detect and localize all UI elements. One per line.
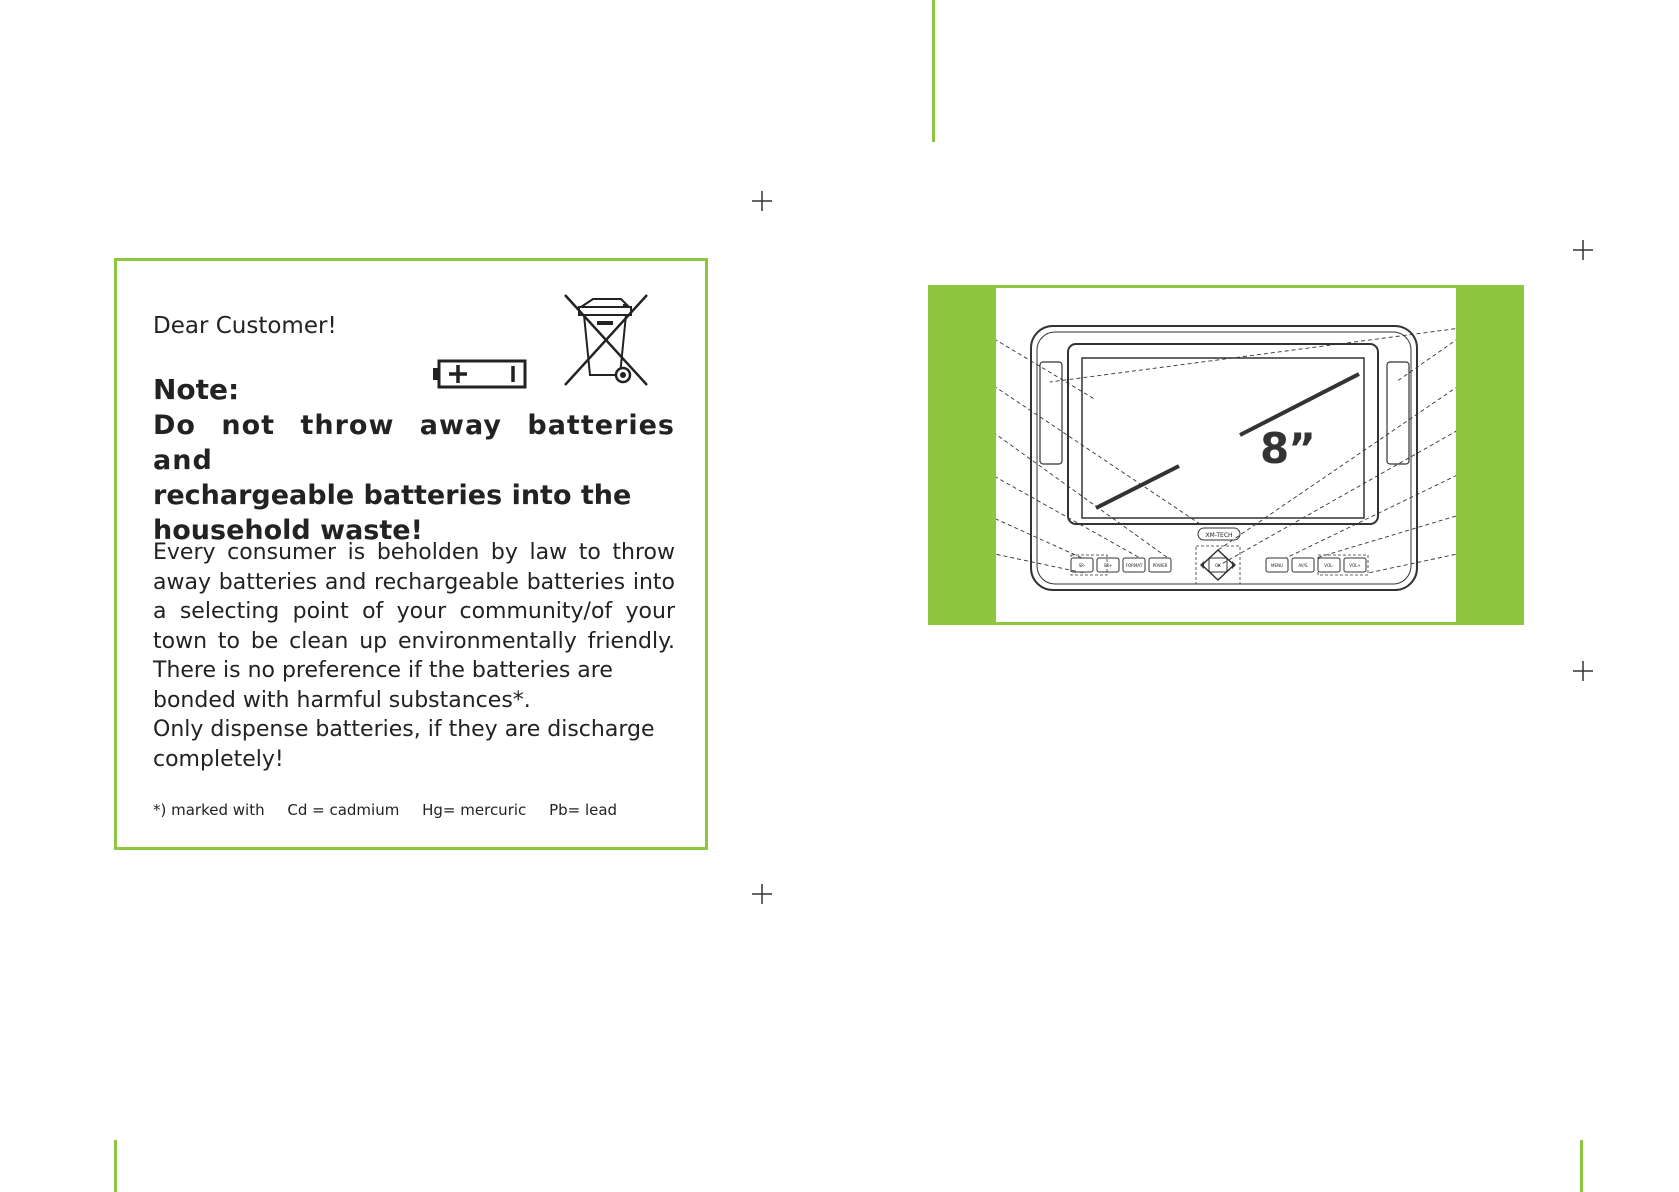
bottom-left-rule (114, 1140, 117, 1192)
footnote-cadmium: Cd = cadmium (287, 801, 400, 819)
crop-mark-icon (1571, 659, 1595, 683)
screen-size-label: 8” (1260, 424, 1315, 473)
body-line: Every consumer is beholden by law to throw (153, 540, 675, 565)
greeting: Dear Customer! (153, 313, 337, 339)
crossed-out-wheelie-bin-icon (557, 291, 655, 393)
body-line: away batteries and rechargeable batteries into (153, 569, 675, 595)
body-line: bonded with harmful substances*. (153, 687, 531, 713)
crop-mark-icon (1571, 238, 1595, 262)
warning-line: Do not throw away batteries and (153, 410, 675, 476)
body-line: town to be clean up environmentally friendly. (153, 628, 675, 654)
body-line: Only dispense batteries, if they are discharge (153, 717, 655, 742)
monitor-button-label: MENU (1271, 563, 1283, 568)
monitor-button-label: POWER (1152, 563, 1168, 568)
monitor-button-label: AV/S (1298, 563, 1308, 568)
crop-mark-icon (750, 189, 774, 213)
footnote-prefix: *) marked with (153, 801, 265, 819)
monitor-button-label: SR- (1078, 563, 1086, 568)
warning-line: rechargeable batteries into the (153, 480, 632, 511)
footnote-mercury: Hg= mercuric (422, 801, 527, 819)
monitor-diagram-panel (928, 285, 1524, 625)
crop-mark-icon (750, 882, 774, 906)
note-title: Note: (153, 373, 240, 406)
footnote (153, 801, 683, 819)
warning-line: household waste! (153, 515, 423, 546)
body-text (153, 538, 675, 774)
brand-badge: XM-TECH (1205, 532, 1233, 539)
monitor-diagram (996, 288, 1456, 622)
monitor-button-label: OK (1215, 563, 1221, 568)
monitor-button-label: VOL- (1324, 563, 1334, 568)
bottom-right-rule (1580, 1140, 1583, 1192)
monitor-button-label: FORMAT (1125, 563, 1143, 568)
body-line: a selecting point of your community/of your (153, 599, 675, 624)
battery-icon (433, 357, 529, 395)
monitor-button-label: SR+ (1103, 563, 1113, 568)
footnote-lead: Pb= lead (549, 801, 618, 819)
monitor-button-label: VOL+ (1349, 563, 1361, 568)
battery-disposal-notice (114, 258, 708, 850)
body-line: completely! (153, 746, 284, 772)
body-line: There is no preference if the batteries are (153, 658, 613, 683)
top-center-rule (932, 0, 935, 142)
warning-text (153, 408, 675, 548)
